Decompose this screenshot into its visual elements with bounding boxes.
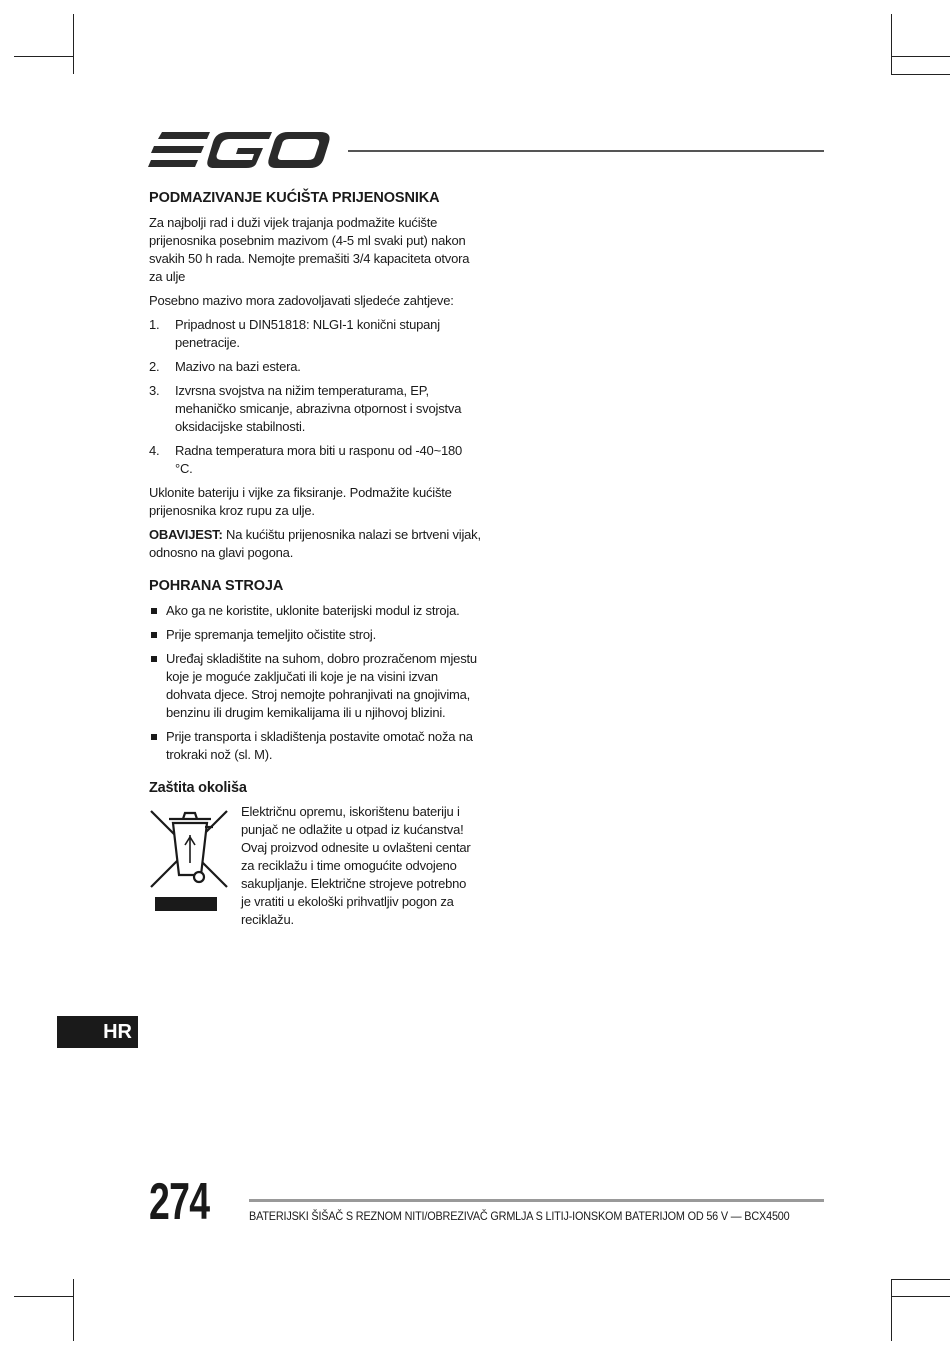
list-text: Izvrsna svojstva na nižim temperaturama, EP, mehaničko smicanje, abrazivna otpornost i svojstva oksidacijske stabilnosti. — [175, 383, 462, 434]
environment-row — [149, 803, 481, 929]
page-number: 274 — [149, 1173, 210, 1231]
list-number: 4. — [149, 443, 160, 458]
crop-mark — [891, 74, 950, 75]
section-heading: Zaštita okoliša — [149, 780, 247, 796]
storage-section — [149, 576, 481, 764]
bullet-text: Uređaj skladištite na suhom, dobro prozračenom mjestu koje je moguće zaključati ili koje je na visini izvan dohvata djece. Stroj nemojte pohranjivati na gnojivima, benzinu ili drugim kemikalijama ili u njihovoj blizini. — [166, 651, 477, 720]
requirements-list — [149, 316, 481, 478]
list-number: 1. — [149, 317, 160, 332]
paragraph: Za najbolji rad i duži vijek trajanja podmažite kućište prijenosnika posebnim mazivom (4-5 ml svaki put) nakon svakih 50 h rada. Nemojte premašiti 3/4 kapaciteta otvora za ulje — [149, 215, 470, 284]
language-tab: HR — [57, 1016, 138, 1048]
environment-text: Električnu opremu, iskorištenu bateriju i punjač ne odlažite u otpad iz kućanstva! Ovaj proizvod odnesite u ovlašteni centar za reciklažu i time omogućite odvojeno sakupljanje. Električne strojeve potrebno je vratiti u ekološki prihvatljiv pogon za reciklažu. — [241, 804, 471, 927]
crop-mark — [891, 1279, 892, 1341]
notice-text: Na kućištu prijenosnika nalazi se brtveni vijak, odnosno na glavi pogona. — [149, 527, 481, 560]
crop-mark — [14, 56, 74, 57]
crop-mark — [891, 1279, 950, 1280]
list-text: Radna temperatura mora biti u rasponu od -40~180 °C. — [175, 443, 463, 476]
bullet-item — [149, 728, 481, 764]
crop-mark — [14, 1296, 74, 1297]
header-rule — [348, 150, 824, 152]
crop-mark — [891, 14, 892, 74]
list-item — [149, 358, 481, 376]
crop-mark — [73, 14, 74, 74]
main-content — [149, 188, 481, 929]
footer-rule — [249, 1199, 824, 1202]
crop-mark — [891, 56, 950, 57]
list-number: 2. — [149, 359, 160, 374]
crossed-out-wheelie-bin-icon — [149, 805, 231, 917]
square-bullet-icon — [151, 656, 157, 662]
bullet-text: Prije transporta i skladištenja postavite omotač noža na trokraki nož (sl. M). — [166, 729, 473, 762]
environment-section — [149, 778, 481, 929]
bullet-text: Ako ga ne koristite, uklonite baterijski modul iz stroja. — [166, 603, 460, 618]
list-text: Mazivo na bazi estera. — [175, 359, 301, 374]
list-number: 3. — [149, 383, 160, 398]
list-item — [149, 442, 481, 478]
paragraph: Posebno mazivo mora zadovoljavati sljedeće zahtjeve: — [149, 293, 454, 308]
list-item — [149, 316, 481, 352]
list-item — [149, 382, 481, 436]
footer-title: BATERIJSKI ŠIŠAČ S REZNOM NITI/OBREZIVAČ GRMLJA S LITIJ-IONSKOM BATERIJOM OD 56 V — BCX4500 — [249, 1209, 790, 1223]
crop-mark — [73, 1279, 74, 1341]
bullet-item — [149, 650, 481, 722]
bullet-text: Prije spremanja temeljito očistite stroj. — [166, 627, 376, 642]
square-bullet-icon — [151, 632, 157, 638]
list-text: Pripadnost u DIN51818: NLGI-1 konični stupanj penetracije. — [175, 317, 440, 350]
notice — [149, 526, 481, 562]
square-bullet-icon — [151, 734, 157, 740]
crop-mark — [891, 1296, 950, 1297]
notice-label: OBAVIJEST: — [149, 527, 223, 542]
bullet-item — [149, 602, 481, 620]
section-heading: POHRANA STROJA — [149, 578, 284, 594]
section-heading: PODMAZIVANJE KUĆIŠTA PRIJENOSNIKA — [149, 190, 440, 206]
lubrication-section — [149, 188, 481, 562]
bullet-item — [149, 626, 481, 644]
ego-logo — [148, 128, 333, 172]
square-bullet-icon — [151, 608, 157, 614]
storage-bullets — [149, 602, 481, 764]
paragraph: Uklonite bateriju i vijke za fiksiranje. Podmažite kućište prijenosnika kroz rupu za ulje. — [149, 485, 452, 518]
